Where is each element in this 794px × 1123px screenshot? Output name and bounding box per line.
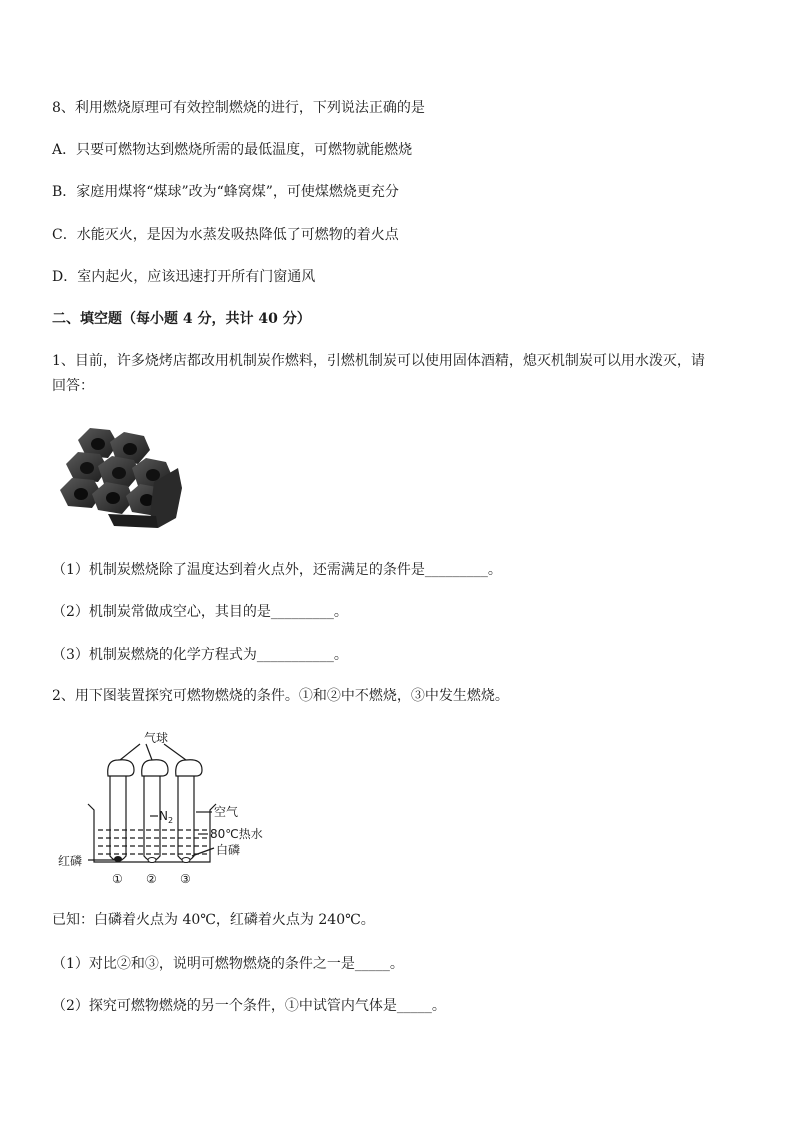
q8-option-c: C．水能灭火，是因为水蒸发吸热降低了可燃物的着火点	[52, 227, 399, 243]
tube-label-1: ①	[112, 872, 123, 886]
air-label: 空气	[214, 805, 239, 819]
q8-option-d: D．室内起火，应该迅速打开所有门窗通风	[52, 269, 316, 285]
q8-option-b: B．家庭用煤将“煤球”改为“蜂窝煤”，可使煤燃烧更充分	[52, 184, 399, 200]
combustion-apparatus-figure	[58, 726, 308, 888]
charcoal-briquettes-image	[58, 418, 182, 530]
q1-sub-1: （1）机制炭燃烧除了温度达到着火点外，还需满足的条件是_________。	[52, 562, 502, 578]
q1-stem-line1: 1、目前，许多烧烤店都改用机制炭作燃料，引燃机制炭可以使用固体酒精，熄灭机制炭可以用水泼灭，请	[52, 353, 705, 369]
q1-sub-2: （2）机制炭常做成空心，其目的是_________。	[52, 604, 348, 620]
section-heading: 二、填空题（每小题 4 分，共计 40 分）	[52, 311, 311, 327]
tube-label-3: ③	[180, 872, 191, 886]
q8-stem: 8、利用燃烧原理可有效控制燃烧的进行，下列说法正确的是	[52, 100, 425, 116]
n2-label: $N_2$	[159, 809, 174, 825]
q1-sub-3: （3）机制炭燃烧的化学方程式为___________。	[52, 647, 348, 663]
red-phosphorus-label: 红磷	[58, 854, 83, 868]
q2-sub-1: （1）对比②和③，说明可燃物燃烧的条件之一是_____。	[52, 956, 404, 972]
q2-stem: 2、用下图装置探究可燃物燃烧的条件。①和②中不燃烧，③中发生燃烧。	[52, 688, 509, 704]
q8-option-a: A．只要可燃物达到燃烧所需的最低温度，可燃物就能燃烧	[52, 142, 413, 158]
q2-sub-2: （2）探究可燃物燃烧的另一个条件，①中试管内气体是_____。	[52, 998, 446, 1014]
q2-known: 已知：白磷着火点为 40℃，红磷着火点为 240℃。	[52, 912, 375, 928]
tube-label-2: ②	[146, 872, 157, 886]
balloon-label: 气球	[144, 731, 169, 745]
q1-stem-line2: 回答：	[52, 378, 94, 394]
hot-water-label: 80℃热水	[210, 827, 263, 841]
white-phosphorus-label: 白磷	[216, 843, 241, 857]
